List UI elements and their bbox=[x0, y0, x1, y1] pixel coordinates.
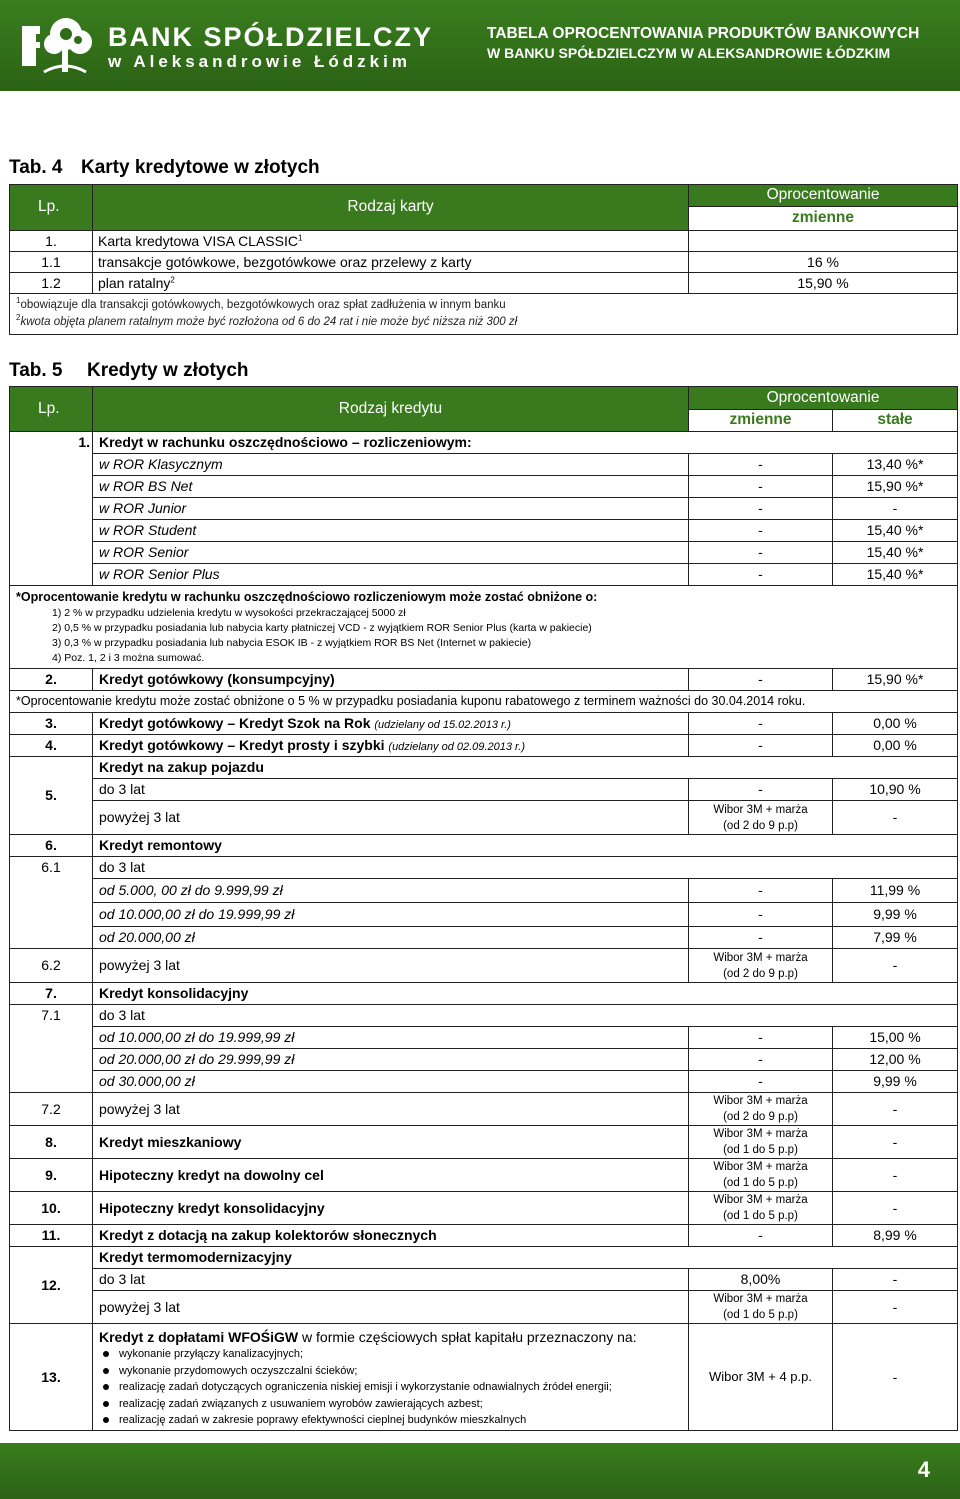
tab5-r3-fix: 0,00 % bbox=[833, 713, 958, 735]
r61-tier-3: od 20.000,00 zł bbox=[93, 927, 689, 949]
tab4-row2-lp: 1.1 bbox=[10, 252, 93, 273]
tab5-r5-name: Kredyt na zakup pojazdu bbox=[93, 757, 958, 779]
tab4-col-lp: Lp. bbox=[10, 185, 93, 231]
tab5-r3-var: - bbox=[689, 713, 833, 735]
tab5-r12b-var: Wibor 3M + marża (od 1 do 5 p.p) bbox=[689, 1291, 833, 1324]
ror-senior-var: - bbox=[689, 542, 833, 564]
r61-tier-2-var: - bbox=[689, 903, 833, 927]
tab4-row3-lp: 1.2 bbox=[10, 273, 93, 294]
ror-discount-item-4: 4) Poz. 1, 2 i 3 można sumować. bbox=[52, 652, 205, 664]
ror-klasyczny-var: - bbox=[689, 454, 833, 476]
ror-junior-var: - bbox=[689, 498, 833, 520]
footer-bar bbox=[0, 1443, 960, 1499]
tab5-r61-name: do 3 lat bbox=[93, 857, 958, 879]
tab5-r72-fix: - bbox=[833, 1093, 958, 1126]
tab5-r9-name: Hipoteczny kredyt na dowolny cel bbox=[93, 1159, 689, 1192]
tab5-r5b-fix: - bbox=[833, 801, 958, 835]
header-banner bbox=[0, 0, 960, 91]
ror-klasyczny-fix: 13,40 %* bbox=[833, 454, 958, 476]
tab5-title bbox=[9, 360, 249, 382]
tab5-r12a-name: do 3 lat bbox=[93, 1269, 689, 1291]
ror-bsnet-var: - bbox=[689, 476, 833, 498]
r13-purpose-1: wykonanie przyłączy kanalizacyjnych; bbox=[99, 1346, 682, 1363]
tab4-row1-lp: 1. bbox=[10, 231, 93, 252]
tab5-r10-var: Wibor 3M + marża (od 1 do 5 p.p) bbox=[689, 1192, 833, 1225]
tab5-r71-name: do 3 lat bbox=[93, 1005, 958, 1027]
ror-student-fix: 15,40 %* bbox=[833, 520, 958, 542]
tab5-r72-name: powyżej 3 lat bbox=[93, 1093, 689, 1126]
tab5-r4-name: Kredyt gotówkowy – Kredyt prosty i szybki (udzielany od 02.09.2013 r.) bbox=[93, 735, 689, 757]
tab5-r13-var: Wibor 3M + 4 p.p. bbox=[689, 1324, 833, 1431]
tab5-r13-fix: - bbox=[833, 1324, 958, 1431]
tab4-title bbox=[9, 157, 320, 179]
r61-tier-3-var: - bbox=[689, 927, 833, 949]
ror-senior-plus-fix: 15,40 %* bbox=[833, 564, 958, 586]
tab5-r72-lp: 7.2 bbox=[10, 1093, 93, 1126]
tab5-r2-var: - bbox=[689, 669, 833, 691]
r61-tier-2-fix: 9,99 % bbox=[833, 903, 958, 927]
tab5-r10-lp: 10. bbox=[10, 1192, 93, 1225]
tab5-r5b-name: powyżej 3 lat bbox=[93, 801, 689, 835]
page-number: 4 bbox=[917, 1457, 930, 1482]
r71-tier-1-var: - bbox=[689, 1027, 833, 1049]
tab5-r5a-fix: 10,90 % bbox=[833, 779, 958, 801]
ror-student-var: - bbox=[689, 520, 833, 542]
r61-tier-1-fix: 11,99 % bbox=[833, 879, 958, 903]
tab5-col-variable: zmienne bbox=[689, 410, 833, 432]
ror-junior-fix: - bbox=[833, 498, 958, 520]
tab4-footnote-2: $^2$kwota objęta planem ratalnym może być rozłożona od 6 do 24 rat i nie może być niższa niż 300 zł bbox=[16, 313, 518, 328]
r71-tier-2: od 20.000,00 zł do 29.999,99 zł bbox=[93, 1049, 689, 1071]
ror-discount-item-3: 3) 0,3 % w przypadku posiadania lub nabycia ESOK IB - z wyjątkiem ROR BS Net (Internet w pakiecie) bbox=[52, 637, 532, 649]
tab5-col-fixed: stałe bbox=[833, 410, 958, 432]
tab5-r9-var: Wibor 3M + marża (od 1 do 5 p.p) bbox=[689, 1159, 833, 1192]
tab5-r10-name: Hipoteczny kredyt konsolidacyjny bbox=[93, 1192, 689, 1225]
tab4-row3-rate: 15,90 % bbox=[689, 273, 958, 294]
banner-title-line2: W BANKU SPÓŁDZIELCZYM W ALEKSANDROWIE ŁÓDZKIM bbox=[487, 45, 891, 61]
tab5-r11-lp: 11. bbox=[10, 1225, 93, 1247]
r71-tier-3: od 30.000,00 zł bbox=[93, 1071, 689, 1093]
tab5-r4-var: - bbox=[689, 735, 833, 757]
tab5-r2-lp: 2. bbox=[10, 669, 93, 691]
r61-tier-3-fix: 7,99 % bbox=[833, 927, 958, 949]
tab5-r62-lp: 6.2 bbox=[10, 949, 93, 983]
ror-senior: w ROR Senior bbox=[93, 542, 689, 564]
tab5-r11-var: - bbox=[689, 1225, 833, 1247]
ror-discount-note bbox=[10, 586, 958, 669]
tab5-r2-note: *Oprocentowanie kredytu może zostać obniżone o 5 % w przypadku posiadania kuponu rabatowego z terminem ważności do 30.04.2014 roku. bbox=[10, 691, 958, 713]
tab5-r1-lp: 1. bbox=[10, 432, 93, 454]
tab5-r12a-fix: - bbox=[833, 1269, 958, 1291]
tab5-r62-fix: - bbox=[833, 949, 958, 983]
ror-discount-heading: *Oprocentowanie kredytu w rachunku oszczędnościowo rozliczeniowym może zostać obniżone o: bbox=[16, 590, 598, 604]
tab5-r13-name: Kredyt z dopłatami WFOŚiGW w formie częściowych spłat kapitału przeznaczony na: bbox=[99, 1329, 637, 1345]
tab5-r12b-name: powyżej 3 lat bbox=[93, 1291, 689, 1324]
tab5-r2-fix: 15,90 %* bbox=[833, 669, 958, 691]
tab5-col-type: Rodzaj kredytu bbox=[93, 387, 689, 432]
bank-name: BANK SPÓŁDZIELCZY bbox=[108, 22, 434, 52]
tab4-heading: Karty kredytowe w złotych bbox=[81, 157, 320, 178]
tab5-r2-name: Kredyt gotówkowy (konsumpcyjny) bbox=[93, 669, 689, 691]
tab5-r10-fix: - bbox=[833, 1192, 958, 1225]
tab5-r5-lp: 5. bbox=[10, 757, 93, 835]
tab5-r4-lp: 4. bbox=[10, 735, 93, 757]
ror-bsnet-fix: 15,90 %* bbox=[833, 476, 958, 498]
r61-tier-1: od 5.000, 00 zł do 9.999,99 zł bbox=[93, 879, 689, 903]
tab5-r62-var: Wibor 3M + marża (od 2 do 9 p.p) bbox=[689, 949, 833, 983]
tab4-row1-name: Karta kredytowa VISA CLASSIC$^1$ bbox=[93, 231, 689, 252]
ror-bsnet: w ROR BS Net bbox=[93, 476, 689, 498]
r71-tier-3-fix: 9,99 % bbox=[833, 1071, 958, 1093]
tab5-r11-name: Kredyt z dotacją na zakup kolektorów słonecznych bbox=[93, 1225, 689, 1247]
tab4-footnotes bbox=[10, 294, 958, 335]
tab5-label: Tab. 5 bbox=[9, 360, 63, 381]
ror-senior-fix: 15,40 %* bbox=[833, 542, 958, 564]
tab5-col-rate: Oprocentowanie bbox=[689, 387, 958, 410]
tab5-r1-name: Kredyt w rachunku oszczędnościowo – rozliczeniowym: bbox=[93, 432, 958, 454]
tab4-table bbox=[9, 184, 958, 335]
r71-tier-3-var: - bbox=[689, 1071, 833, 1093]
tab5-r6-name: Kredyt remontowy bbox=[93, 835, 958, 857]
ror-junior: w ROR Junior bbox=[93, 498, 689, 520]
tab5-r62-name: powyżej 3 lat bbox=[93, 949, 689, 983]
tab4-row2-rate: 16 % bbox=[689, 252, 958, 273]
r61-tier-2: od 10.000,00 zł do 19.999,99 zł bbox=[93, 903, 689, 927]
tab5-r8-var: Wibor 3M + marża (od 1 do 5 p.p) bbox=[689, 1126, 833, 1159]
r13-purpose-2: wykonanie przydomowych oczyszczalni ścieków; bbox=[99, 1363, 682, 1380]
tab5-r9-lp: 9. bbox=[10, 1159, 93, 1192]
ror-student: w ROR Student bbox=[93, 520, 689, 542]
tab4-row1-rate bbox=[689, 231, 958, 252]
tab5-col-lp: Lp. bbox=[10, 387, 93, 432]
tab5-r72-var: Wibor 3M + marża (od 2 do 9 p.p) bbox=[689, 1093, 833, 1126]
tab5-r12b-fix: - bbox=[833, 1291, 958, 1324]
tab4-label: Tab. 4 bbox=[9, 157, 63, 178]
ror-discount-item-1: 1) 2 % w przypadku udzielenia kredytu w wysokości przekraczającej 5000 zł bbox=[52, 607, 406, 619]
tab4-col-variable: zmienne bbox=[689, 207, 958, 231]
tab4-row3-name: plan ratalny$^2$ bbox=[93, 273, 689, 294]
tab5-r61-lp: 6.1 bbox=[10, 857, 93, 879]
tab5-r71-lp: 7.1 bbox=[10, 1005, 93, 1027]
tab5-r5a-name: do 3 lat bbox=[93, 779, 689, 801]
r71-tier-1-fix: 15,00 % bbox=[833, 1027, 958, 1049]
tab5-r8-name: Kredyt mieszkaniowy bbox=[93, 1126, 689, 1159]
r13-purpose-4: realizację zadań związanych z usuwaniem wyrobów zawierających azbest; bbox=[99, 1396, 682, 1413]
tab5-heading: Kredyty w złotych bbox=[87, 360, 249, 381]
tab5-table bbox=[9, 386, 958, 1431]
tab5-r6-lp: 6. bbox=[10, 835, 93, 857]
r61-tier-1-var: - bbox=[689, 879, 833, 903]
r13-purpose-3: realizację zadań dotyczących ograniczenia niskiej emisji i wykorzystanie odnawialnych źródeł energii; bbox=[99, 1379, 682, 1396]
tab4-footnote-1: $^1$obowiązuje dla transakcji gotówkowych, bezgotówkowych oraz spłat zadłużenia w innym banku bbox=[16, 296, 506, 311]
tab5-r4-fix: 0,00 % bbox=[833, 735, 958, 757]
tab5-r8-lp: 8. bbox=[10, 1126, 93, 1159]
tab5-r11-fix: 8,99 % bbox=[833, 1225, 958, 1247]
r13-purpose-list bbox=[99, 1346, 682, 1429]
r71-tier-1: od 10.000,00 zł do 19.999,99 zł bbox=[93, 1027, 689, 1049]
tab5-r13-lp: 13. bbox=[10, 1324, 93, 1431]
tab5-r5b-var: Wibor 3M + marża (od 2 do 9 p.p) bbox=[689, 801, 833, 835]
tab5-r13-content bbox=[93, 1324, 689, 1431]
tab5-r8-fix: - bbox=[833, 1126, 958, 1159]
bank-tree-logo-icon bbox=[14, 12, 104, 80]
ror-klasyczny: w ROR Klasycznym bbox=[93, 454, 689, 476]
tab5-r12-lp: 12. bbox=[10, 1247, 93, 1324]
tab5-r12a-var: 8,00% bbox=[689, 1269, 833, 1291]
r13-purpose-5: realizację zadań w zakresie poprawy efektywności cieplnej budynków mieszkalnych bbox=[99, 1412, 682, 1429]
tab5-r3-name: Kredyt gotówkowy – Kredyt Szok na Rok (udzielany od 15.02.2013 r.) bbox=[93, 713, 689, 735]
ror-senior-plus-var: - bbox=[689, 564, 833, 586]
tab5-r5a-var: - bbox=[689, 779, 833, 801]
tab5-r7-name: Kredyt konsolidacyjny bbox=[93, 983, 958, 1005]
tab5-r12-name: Kredyt termomodernizacyjny bbox=[93, 1247, 958, 1269]
tab4-row2-name: transakcje gotówkowe, bezgotówkowe oraz przelewy z karty bbox=[93, 252, 689, 273]
bank-city: w Aleksandrowie Łódzkim bbox=[108, 52, 411, 71]
tab4-col-type: Rodzaj karty bbox=[93, 185, 689, 231]
ror-senior-plus: w ROR Senior Plus bbox=[93, 564, 689, 586]
r71-tier-2-fix: 12,00 % bbox=[833, 1049, 958, 1071]
tab5-r3-lp: 3. bbox=[10, 713, 93, 735]
tab5-r9-fix: - bbox=[833, 1159, 958, 1192]
tab4-col-rate: Oprocentowanie bbox=[689, 185, 958, 207]
ror-discount-item-2: 2) 0,5 % w przypadku posiadania lub nabycia karty płatniczej VCD - z wyjątkiem ROR Senior Plus (karta w pakiecie) bbox=[52, 622, 592, 634]
tab5-r7-lp: 7. bbox=[10, 983, 93, 1005]
banner-title-line1: TABELA OPROCENTOWANIA PRODUKTÓW BANKOWYCH bbox=[487, 25, 920, 42]
r71-tier-2-var: - bbox=[689, 1049, 833, 1071]
